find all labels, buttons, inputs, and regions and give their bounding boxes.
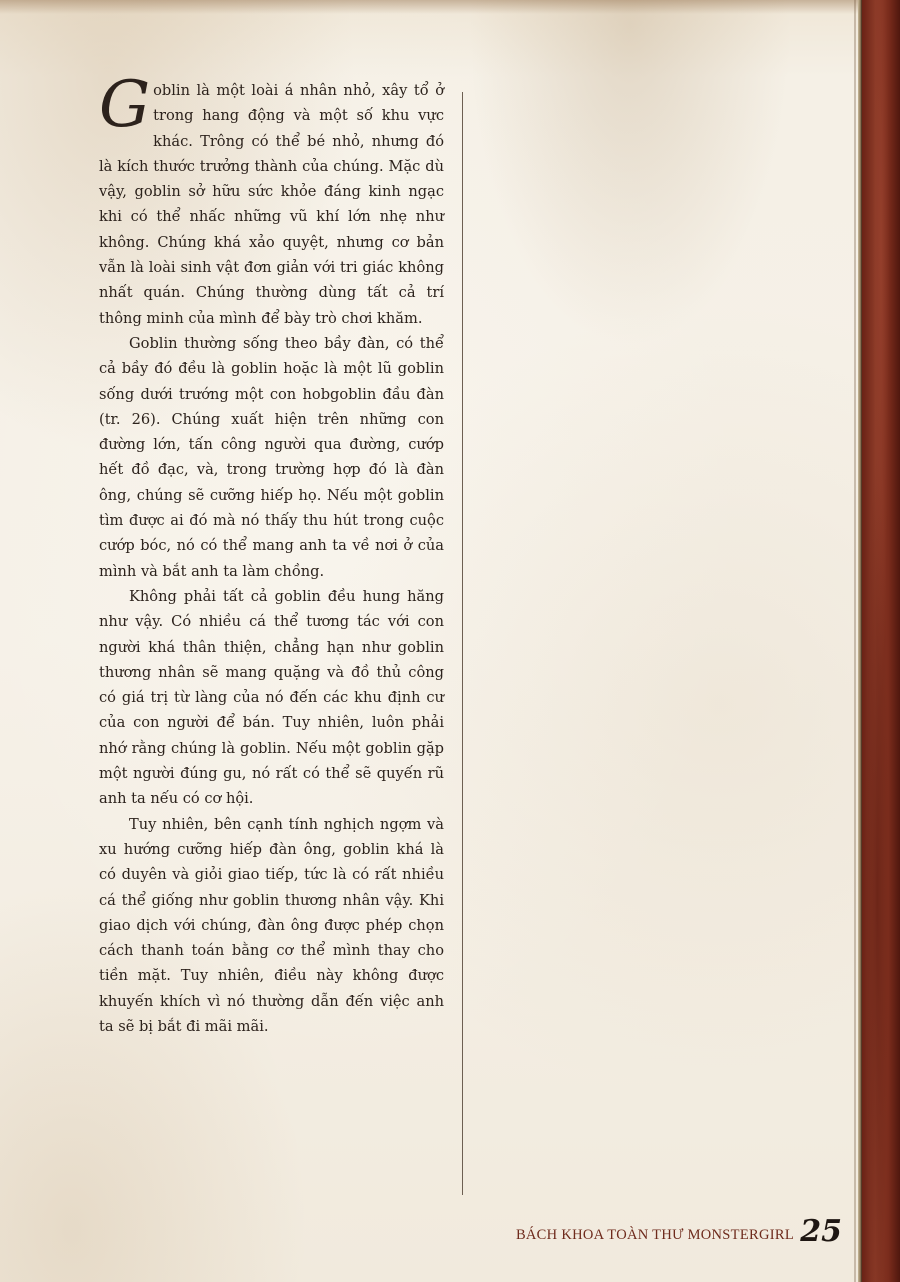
book-spine [862,0,900,1282]
torn-paper-edge [0,0,862,14]
paragraph-3: Không phải tất cả goblin đều hung hăng như vậy. Có nhiều cá thể tương tác với con người khá thân thiện, chẳng hạn như goblin thương nhân sẽ mang quặng và đồ thủ công có giá trị từ làng của nó đến các khu định cư của con người để bán. Tuy nhiên, luôn phải nhớ rằng chúng là goblin. Nếu một goblin gặp một người đúng gu, nó rất có thể sẽ quyến rũ anh ta nếu có cơ hội. [99,587,444,808]
paragraph-1 [99,68,444,331]
text-column [99,68,444,1039]
paragraph-1-text: oblin là một loài á nhân nhỏ, xây tổ ở trong hang động và một số khu vực khác. Trông có thể bé nhỏ, nhưng đó là kích thước trưởng thành của chúng. Mặc dù vậy, goblin sở hữu sức khỏe đáng kinh ngạc khi có thể nhấc những vũ khí lớn nhẹ như không. Chúng khá xảo quyệt, nhưng cơ bản vẫn là loài sinh vật đơn giản với tri giác không nhất quán. Chúng thường dùng tất cả trí thông minh của mình để bày trò chơi khăm. [99,82,444,327]
paragraph-4: Tuy nhiên, bên cạnh tính nghịch ngợm và xu hướng cưỡng hiếp đàn ông, goblin khá là có duyên và giỏi giao tiếp, tức là có rất nhiều cá thể giống như goblin thương nhân vậy. Khi giao dịch với chúng, đàn ông được phép chọn cách thanh toán bằng cơ thể mình thay cho tiền mặt. Tuy nhiên, điều này không được khuyến khích vì nó thường dẫn đến việc anh ta sẽ bị bắt đi mãi mãi. [99,815,444,1035]
column-divider [462,92,463,1195]
footer-book-title: BÁCH KHOA TOÀN THƯ MONSTERGIRL [515,1227,794,1243]
spine-shadow-line [854,0,856,1282]
paragraph-2: Goblin thường sống theo bầy đàn, có thể cả bầy đó đều là goblin hoặc là một lũ goblin sống dưới trướng một con hobgoblin đầu đàn (tr. 26). Chúng xuất hiện trên những con đường lớn, tấn công người qua đường, cướp hết đồ đạc, và, trong trường hợp đó là đàn ông, chúng sẽ cưỡng hiếp họ. Nếu một goblin tìm được ai đó mà nó thấy thu hút trong cuộc cướp bóc, nó có thể mang anh ta về nơi ở của mình và bắt anh ta làm chồng. [99,334,444,580]
drop-cap: G [99,68,151,142]
page-number: 25 [800,1214,842,1249]
